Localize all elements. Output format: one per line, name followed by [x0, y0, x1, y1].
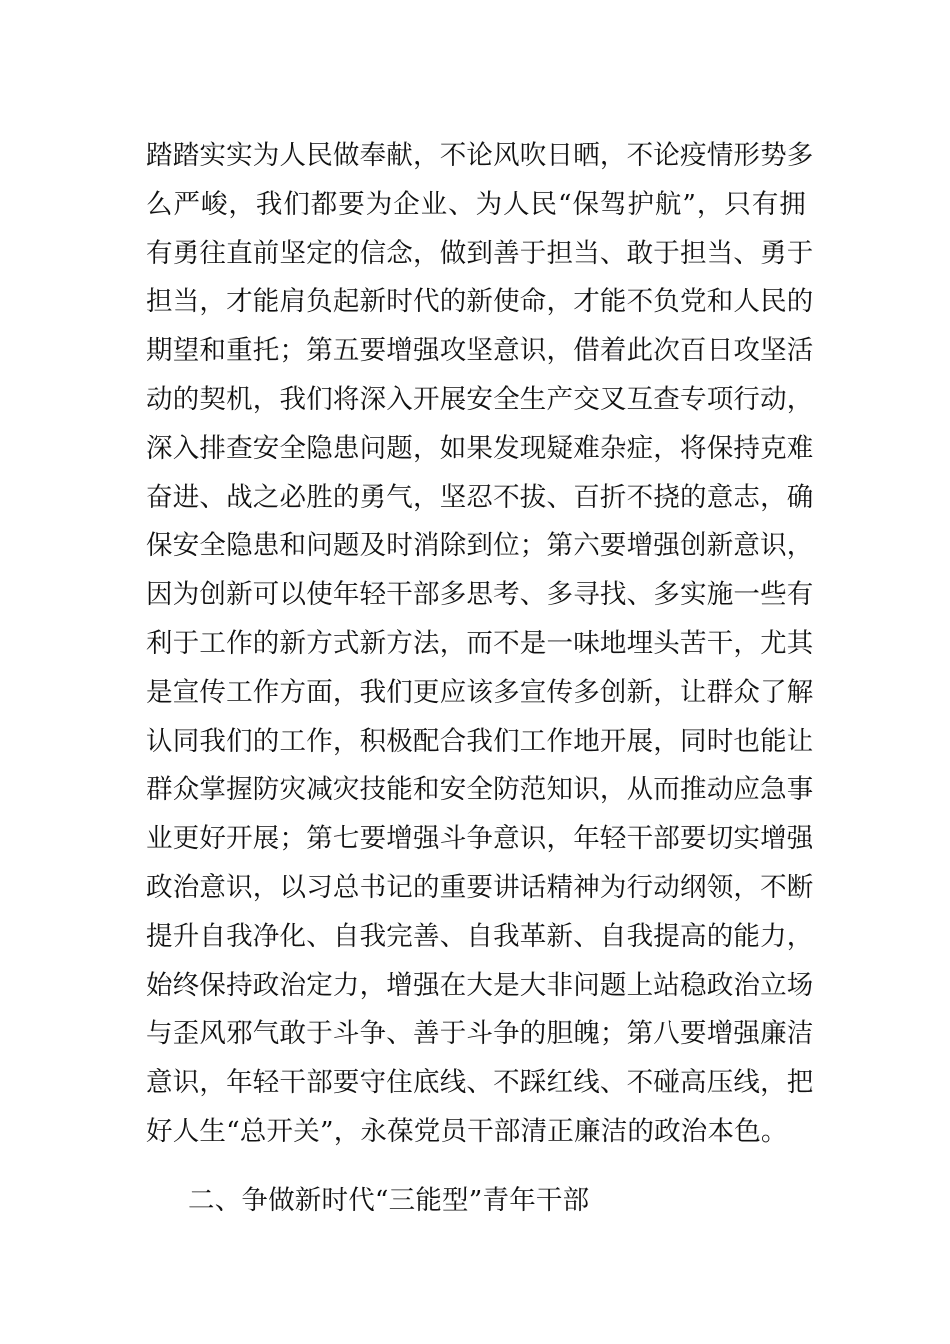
paragraph-line: 好人生“总开关”，永葆党员干部清正廉洁的政治本色。 — [146, 1115, 788, 1147]
body-paragraph — [146, 132, 826, 1157]
paragraph-line: 与歪风邪气敢于斗争、善于斗争的胆魄；第八要增强廉洁 — [146, 1018, 814, 1050]
paragraph-line: 利于工作的新方式新方法，而不是一味地埋头苦干，尤其 — [146, 627, 814, 659]
paragraph-line: 深入排查安全隐患问题，如果发现疑难杂症，将保持克难 — [146, 432, 814, 464]
paragraph-line: 始终保持政治定力，增强在大是大非问题上站稳政治立场 — [146, 969, 814, 1001]
paragraph-line: 期望和重托；第五要增强攻坚意识，借着此次百日攻坚活 — [146, 335, 814, 367]
paragraph-line: 担当，才能肩负起新时代的新使命，才能不负党和人民的 — [146, 286, 814, 318]
paragraph-line: 保安全隐患和问题及时消除到位；第六要增强创新意识， — [146, 530, 814, 562]
paragraph-line: 提升自我净化、自我完善、自我革新、自我提高的能力， — [146, 920, 814, 952]
paragraph-line: 意识，年轻干部要守住底线、不踩红线、不碰高压线，把 — [146, 1067, 814, 1099]
paragraph-line: 是宣传工作方面，我们更应该多宣传多创新，让群众了解 — [146, 676, 814, 708]
paragraph-line: 动的契机，我们将深入开展安全生产交叉互查专项行动， — [146, 383, 814, 415]
paragraph-line: 业更好开展；第七要增强斗争意识，年轻干部要切实增强 — [146, 823, 814, 855]
paragraph-line: 认同我们的工作，积极配合我们工作地开展，同时也能让 — [146, 725, 814, 757]
paragraph-line: 踏踏实实为人民做奉献，不论风吹日晒，不论疫情形势多 — [146, 140, 814, 171]
paragraph-line: 政治意识，以习总书记的重要讲话精神为行动纲领，不断 — [146, 871, 814, 903]
paragraph-line: 因为创新可以使年轻干部多思考、多寻找、多实施一些有 — [146, 579, 814, 611]
paragraph-line: 么严峻，我们都要为企业、为人民“保驾护航”，只有拥 — [146, 188, 806, 220]
paragraph-line: 群众掌握防灾减灾技能和安全防范知识，从而推动应急事 — [146, 774, 814, 806]
paragraph-line: 奋进、战之必胜的勇气，坚忍不拔、百折不挠的意志，确 — [146, 481, 814, 513]
section-heading: 二、争做新时代“三能型”青年干部 — [188, 1185, 590, 1216]
paragraph-line: 有勇往直前坚定的信念，做到善于担当、敢于担当、勇于 — [146, 237, 814, 269]
